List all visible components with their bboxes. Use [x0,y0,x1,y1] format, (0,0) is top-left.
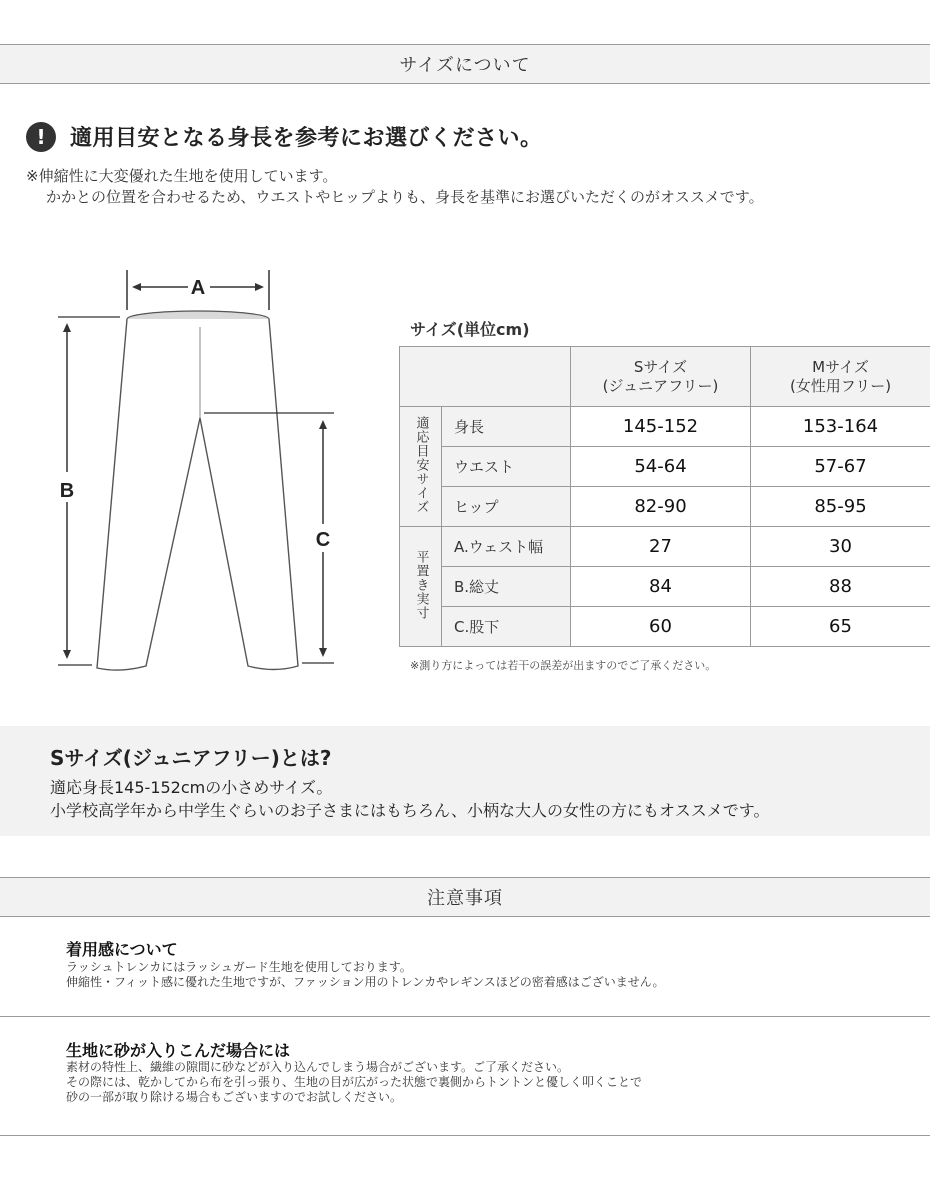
b-arrowhead-down [63,650,71,659]
s-size-line-2: 小学校高学年から中学生ぐらいのお子さまにはもちろん、小柄な大人の女性の方にもオススメです。 [50,801,770,820]
guide-title: 適用目安となる身長を参考にお選びください。 [70,126,543,151]
s-size-title: Sサイズ(ジュニアフリー)とは? [50,746,332,770]
row-label: A.ウェスト幅 [442,527,571,567]
cell-m: 88 [751,567,930,607]
caution-heading-fit: 着用感について [66,940,178,959]
header-m-line1: Mサイズ [812,357,869,376]
c-arrowhead-up [319,420,327,429]
guide-note-1: ※伸縮性に大変優れた生地を使用しています。 [26,167,338,185]
size-section-title: サイズについて [399,55,531,76]
cell-s: 60 [571,607,751,647]
cell-s: 84 [571,567,751,607]
caution-section-header [0,877,930,917]
table-row [400,567,930,607]
leggings-diagram [50,260,360,680]
exclamation-circle-icon: ! [26,122,56,152]
caution-line: ラッシュトレンカにはラッシュガード生地を使用しております。 [66,960,412,974]
caution-line: その際には、乾かしてから布を引っ張り、生地の目が広がった状態で裏側からトントンと優しく叩くことで [66,1075,643,1089]
header-s-line1: Sサイズ [633,357,688,376]
caution-line: 砂の一部が取り除ける場合もございますのでお試しください。 [66,1090,403,1104]
group-fit-size [400,407,442,527]
divider [0,1016,930,1017]
size-table-note: ※測り方によっては若干の誤差が出ますのでご了承ください。 [410,659,717,672]
row-label: B.総丈 [442,567,571,607]
row-label: C.股下 [442,607,571,647]
a-arrowhead-right [255,283,264,291]
row-label: ヒップ [442,487,571,527]
guide-note-2: かかとの位置を合わせるため、ウエストやヒップよりも、身長を基準にお選びいただくのがオススメです。 [46,188,764,206]
cell-m: 153-164 [751,407,930,447]
group-flat-measure-label: 平置き実寸 [413,549,429,620]
row-label: 身長 [442,407,571,447]
cell-s: 82-90 [571,487,751,527]
cell-m: 30 [751,527,930,567]
s-size-line-1: 適応身長145-152cmの小さめサイズ。 [50,778,333,797]
header-m-size [751,347,930,407]
table-row [400,407,930,447]
header-blank [400,347,571,407]
leggings-outline [97,319,298,670]
guide-heading [26,121,543,152]
cell-m: 57-67 [751,447,930,487]
b-arrowhead-up [63,323,71,332]
size-table-title: サイズ(単位cm) [410,320,530,339]
divider [0,1135,930,1136]
caution-section-title: 注意事項 [427,888,503,909]
caution-line: 伸縮性・フィット感に優れた生地ですが、ファッション用のトレンカやレギンスほどの密着感はございません。 [66,975,665,989]
caution-body-sand [66,1060,642,1105]
caution-body-fit [66,960,665,990]
cell-s: 54-64 [571,447,751,487]
table-row [400,527,930,567]
cell-m: 85-95 [751,487,930,527]
label-b: B [59,480,75,502]
c-arrowhead-down [319,648,327,657]
table-row [400,607,930,647]
size-table-header-row [400,347,930,407]
header-s-line2: (ジュニアフリー) [602,376,719,395]
group-fit-size-label: 適応目安サイズ [413,415,429,514]
cell-m: 65 [751,607,930,647]
caution-heading-sand: 生地に砂が入りこんだ場合には [66,1041,291,1060]
cell-s: 145-152 [571,407,751,447]
row-label: ウエスト [442,447,571,487]
cell-s: 27 [571,527,751,567]
a-arrowhead-left [132,283,141,291]
header-s-size [571,347,751,407]
caution-line: 素材の特性上、繊維の隙間に砂などが入り込んでしまう場合がございます。ご了承ください。 [66,1060,570,1074]
size-section-header [0,44,930,84]
table-row [400,447,930,487]
size-table [399,346,930,647]
group-flat-measure [400,527,442,647]
table-row [400,487,930,527]
label-a: A [190,277,206,299]
label-c: C [315,529,331,551]
header-m-line2: (女性用フリー) [789,376,892,395]
